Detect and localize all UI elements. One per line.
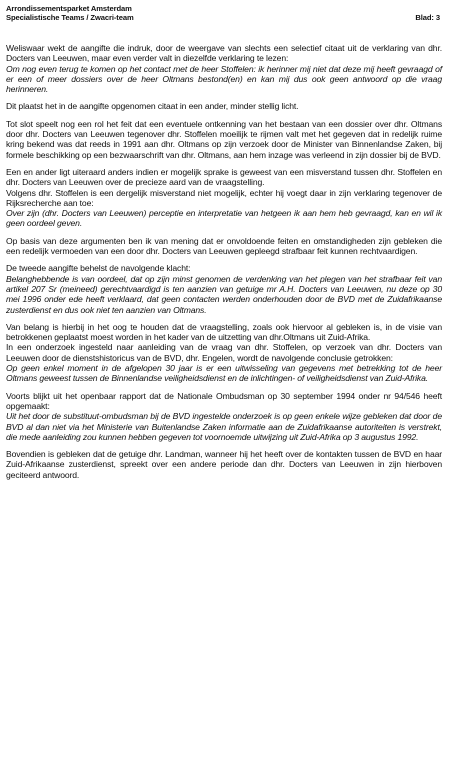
paragraph: In een onderzoek ingesteld naar aanleiding van de vraag van dhr. Stoffelen, op verzoek van dhr. Docters van Leeuwen door de dienstshistoricus van de BVD, dhr. Engelen, wordt de navolgende conclusie getrokken:: [6, 342, 442, 363]
paragraph: Dit plaatst het in de aangifte opgenomen citaat in een ander, minder stellig licht.: [6, 101, 299, 112]
page-number: Blad: 3: [415, 13, 440, 22]
office-name: Arrondissementsparket Amsterdam: [6, 4, 132, 13]
paragraph: Voorts blijkt uit het openbaar rapport dat de Nationale Ombudsman op 30 september 1994 onder nr 94/546 heeft opgemaakt:: [6, 390, 442, 411]
document-body: [6, 43, 442, 480]
paragraph: Weliswaar wekt de aangifte die indruk, door de weergave van slechts een selectief citaat uit de verklaring van dhr. Docters van Leeuwen, maar even verder valt in diezelfde verklaring te lezen:: [6, 43, 442, 64]
quote: Belanghebbende is van oordeel, dat op zijn minst genomen de verdenking van het plegen van het strafbaar feit van artikel 207 Sr (meineed) gerechtvaardigd is ten aanzien van getuige mr A.H. Docters van Leeuwen, nu deze op 30 mei 1996 onder ede heeft verklaard, dat geen contacten werden onderhouden door de BVD met de Zuidafrikaanse zusterdienst en dus ook niet ten aanzien van Oltmans.: [6, 273, 442, 315]
quote: Op geen enkel moment in de afgelopen 30 jaar is er een uitwisseling van gegevens met betrekking tot de heer Oltmans geweest tussen de Binnenlandse veiligheidsdienst en de inlichtingen- of veiligheidsdienst van Zuid-Afrika.: [6, 363, 442, 384]
paragraph: Van belang is hierbij in het oog te houden dat de vraagstelling, zoals ook hiervoor al gebleken is, in de visie van betrokkenen geplaatst moest worden in het kader van de uitzetting van dhr.Oltmans uit Zuid-Afrika.: [6, 321, 442, 343]
paragraph: Bovendien is gebleken dat de getuige dhr. Landman, wanneer hij het heeft over de kontakten tussen de BVD en haar Zuid-Afrikaanse zusterdienst, spreekt over een andere periode dan dhr. Docters van Leeuwen in zijn hierboven geciteerd antwoord.: [6, 449, 442, 480]
quote: Uit het door de substituut-ombudsman bij de BVD ingestelde onderzoek is op geen enkele wijze gebleken dat door de BVD al dan niet via het Ministerie van Buitenlandse Zaken informatie aan de Zuidafrikaanse autoriteiten is verstrekt, die mede aanleiding zou kunnen hebben gegeven tot voornoemde uitwijzing uit Zuid-Afrika op 3 augustus 1992.: [6, 411, 442, 442]
paragraph: Op basis van deze argumenten ben ik van mening dat er onvoldoende feiten en omstandigheden zijn gebleken die een redelijk vermoeden van een door dhr. Docters van Leeuwen gepleegd strafbaar feit kunnen rechtvaardigen.: [6, 235, 442, 257]
paragraph: De tweede aangifte behelst de navolgende klacht:: [6, 263, 191, 274]
quote: Over zijn (dhr. Docters van Leeuwen) perceptie en interpretatie van hetgeen ik aan hem heb gevraagd, kan en wil ik geen oordeel geven.: [6, 208, 442, 229]
paragraph: Volgens dhr. Stoffelen is een dergelijk misverstand niet mogelijk, echter hij voegt daar in zijn verklaring tegenover de Rijksrecherche aan toe:: [6, 187, 442, 208]
paragraph: Een en ander ligt uiteraard anders indien er mogelijk sprake is geweest van een misverstand tussen dhr. Stoffelen en dhr. Docters van Leeuwen over de precieze aard van de vraagstelling.: [6, 166, 442, 188]
paragraph: Tot slot speelt nog een rol het feit dat een eventuele ontkenning van het bestaan van een dossier over dhr. Oltmans door dhr. Docters van Leeuwen tegenover dhr. Stoffelen moeilijk te rijmen valt met het gegeven dat in redelijk ruime kring bekend was dat reeds in 1991 aan dhr. Oltmans op zijn verzoek door de Minister van Binnenlandse Zaken, bij formele beschikking op een bezwaarschrift van dhr. Oltmans, aan hem inzage was verleend in zijn dossier bij de BVD.: [6, 118, 442, 160]
letterhead: [6, 4, 442, 22]
quote: Om nog even terug te komen op het contact met de heer Stoffelen: ik herinner mij niet dat deze mij heeft gevraagd of er een of meer dossiers over de heer Oltmans bestond(en) en kan mij dus ook geen antwoord op die vraag herinneren.: [6, 63, 442, 95]
team-name: Specialistische Teams / Zwacri-team: [6, 13, 134, 22]
